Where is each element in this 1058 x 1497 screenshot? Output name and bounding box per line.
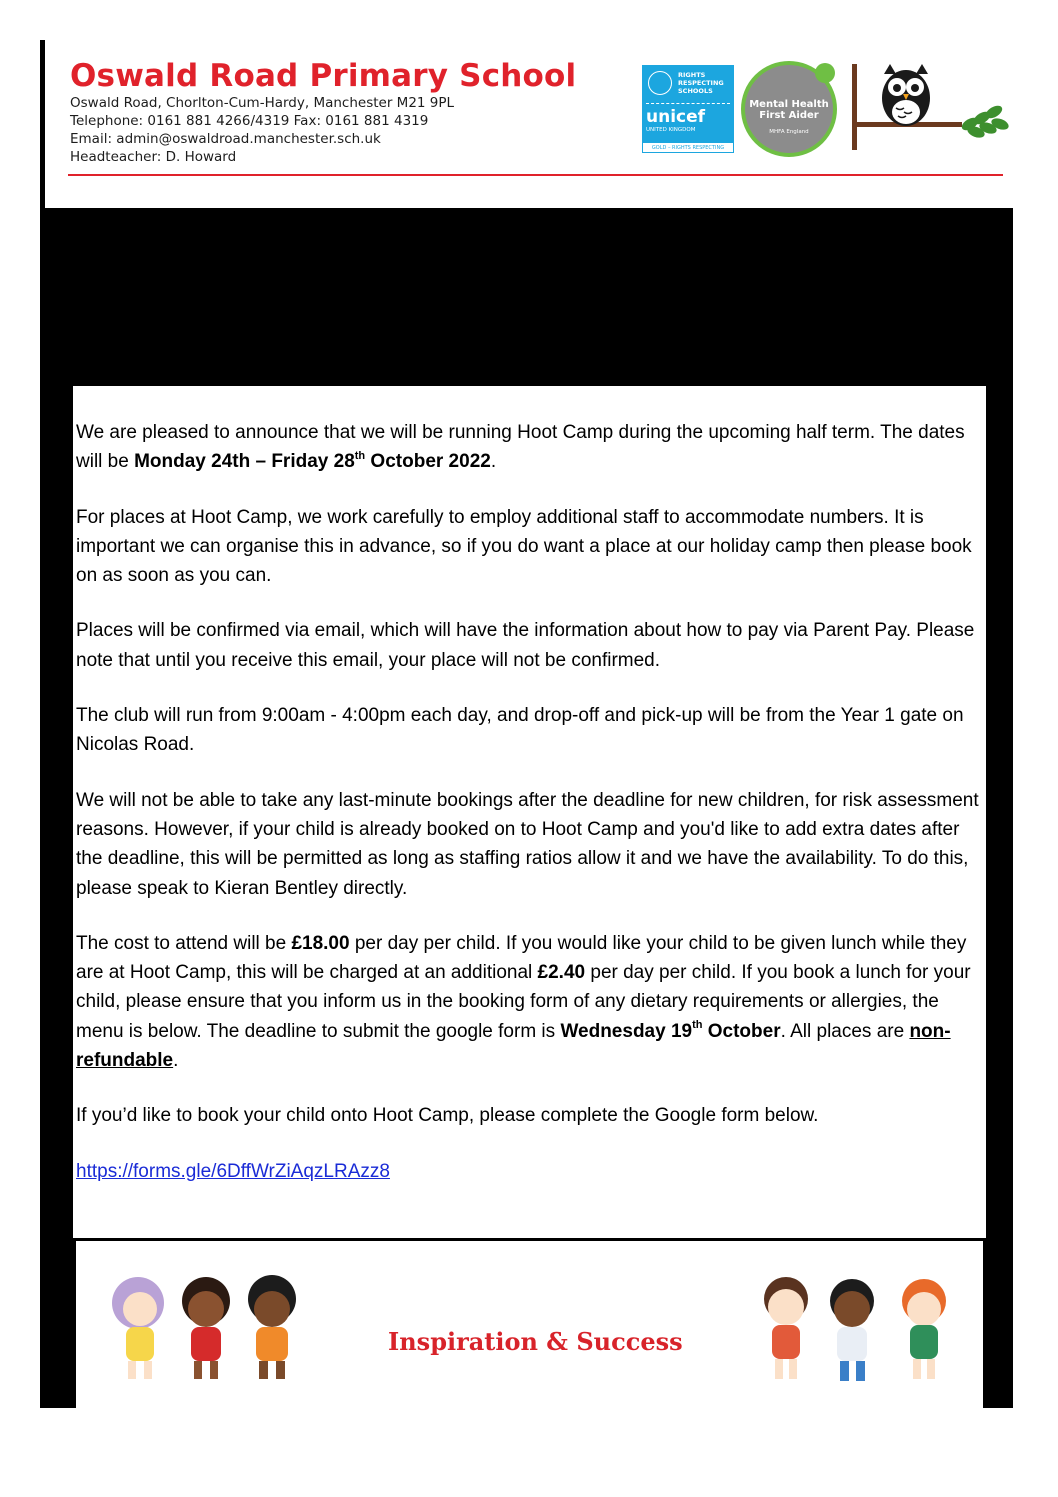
paragraph-link: [76, 1157, 986, 1186]
lunch-price: £2.40: [537, 962, 586, 984]
paragraph-times: The club will run from 9:00am - 4:00pm each day, and drop-off and pick-up will be from the Year 1 gate on Nicolas Road.: [76, 705, 964, 756]
school-address: Oswald Road, Chorlton-Cum-Hardy, Manchester M21 9PL: [70, 95, 455, 111]
mh-logo-sub: MHFA England: [769, 129, 809, 135]
school-headteacher: Headteacher: D. Howard: [70, 149, 237, 165]
leaf-icon: [815, 63, 835, 83]
unicef-logo-top-text: RIGHTS RESPECTING SCHOOLS: [678, 71, 724, 95]
unicef-logo-sub: UNITED KINGDOM: [646, 127, 696, 133]
school-name: Oswald Road Primary School: [70, 58, 577, 94]
letterhead: [70, 58, 576, 166]
cartoon-children-right: [748, 1267, 966, 1391]
price-per-day: £18.00: [291, 932, 350, 954]
paragraph-confirmation: Places will be confirmed via email, which will have the information about how to pay via Parent Pay. Please note that until you receive this email, your place will not be confirmed.: [76, 620, 975, 671]
school-telephone: Telephone: 0161 881 4266/4319 Fax: 0161 881 4319: [70, 113, 429, 129]
letterhead-left-bar: [40, 40, 45, 208]
google-form-link[interactable]: https://forms.gle/6DffWrZiAqzLRAzz8: [76, 1160, 390, 1182]
unicef-logo-strip: GOLD – RIGHTS RESPECTING: [642, 142, 734, 153]
globe-icon: [648, 71, 672, 95]
mental-health-first-aider-logo: [741, 61, 837, 157]
paragraph-deadline: We will not be able to take any last-minute bookings after the deadline for new children, for risk assessment reasons. However, if your child is already booked on to Hoot Camp and you'd like to add extra dates after the deadline, this will be permitted as long as staffing ratios allow it and we have the availability. To do this, please speak to Kieran Bentley directly.: [76, 789, 979, 899]
school-email: Email: admin@oswaldroad.manchester.sch.uk: [70, 131, 381, 147]
mh-logo-title: Mental Health First Aider: [749, 99, 829, 121]
non-refundable-note: non-refundable: [76, 1020, 951, 1072]
paragraph-places: For places at Hoot Camp, we work carefully to employ additional staff to accommodate numbers. It is important we can organise this in advance, so if you do want a place at our holiday camp then please book on as soon as you can.: [76, 506, 972, 587]
paragraph-dates: We are pleased to announce that we will be running Hoot Camp during the upcoming half term. The dates will be Monday 24th – Friday 28th October 2022.: [76, 422, 965, 473]
paragraph-booking: If you’d like to book your child onto Hoot Camp, please complete the Google form below.: [76, 1105, 819, 1127]
school-motto: Inspiration & Success: [388, 1327, 683, 1356]
paragraph-cost: The cost to attend will be £18.00 per day per child. If you would like your child to be given lunch while they are at Hoot Camp, this will be charged at an additional £2.40 per day per child. If you book a lunch for your child, please ensure that you inform us in the booking form of any dietary requirements or allergies, the menu is below. The deadline to submit the google form is Wednesday 19th October. All places are non-refundable.: [76, 932, 971, 1072]
unicef-rights-respecting-logo: [642, 65, 734, 153]
unicef-wordmark: unicef: [646, 107, 706, 127]
owl-logo: [850, 62, 1010, 154]
letterhead-rule: [68, 174, 1003, 176]
footer: [76, 1241, 983, 1408]
cartoon-children-left: [98, 1265, 312, 1389]
letter-body: [73, 386, 986, 1238]
